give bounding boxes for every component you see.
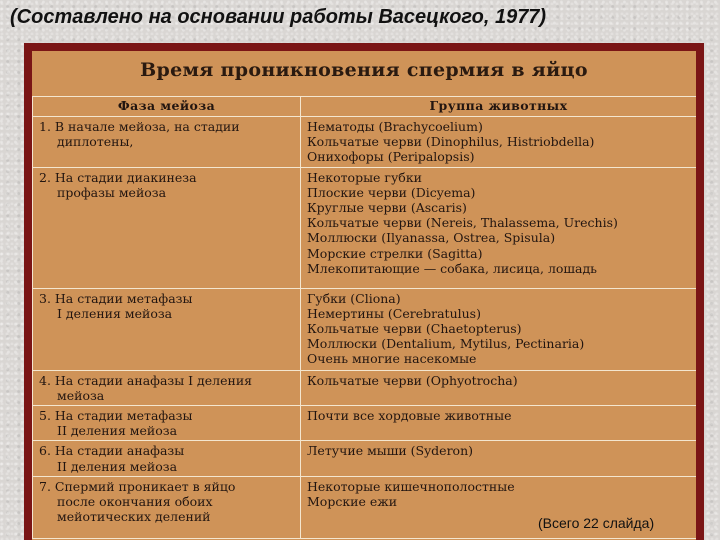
phase-cell <box>33 441 301 476</box>
group-cell <box>301 370 697 405</box>
group-cell <box>301 441 697 476</box>
phase-text: 4. На стадии анафазы I деления <box>39 372 253 388</box>
phase-text: мейотических делений <box>57 509 211 525</box>
table-row <box>33 441 697 476</box>
group-text: Плоские черви (Dicyema) <box>307 184 476 200</box>
group-text: Круглые черви (Ascaris) <box>307 200 467 216</box>
phase-text: 2. На стадии диакинеза <box>39 169 197 185</box>
phase-cell <box>33 406 301 441</box>
group-cell <box>301 406 697 441</box>
phase-cell <box>33 117 301 168</box>
phase-text: мейоза <box>57 387 105 403</box>
group-text: Млекопитающие — собака, лисица, лошадь <box>307 260 597 276</box>
phase-text: 3. На стадии метафазы <box>39 290 193 306</box>
phase-text: I деления мейоза <box>57 305 173 321</box>
group-text: Очень многие насекомые <box>307 351 477 367</box>
slide-title: Время проникновения спермия в яйцо <box>140 59 588 81</box>
table-row <box>33 288 697 370</box>
table-row <box>33 370 697 405</box>
group-text: Губки (Cliona) <box>307 290 401 306</box>
table-header-row <box>33 97 697 117</box>
group-text: Кольчатые черви (Dinophilus, Histriobdella) <box>307 134 595 150</box>
column-header-phase: Фаза мейоза <box>33 97 301 117</box>
group-text: Моллюски (Dentalium, Mytilus, Pectinaria) <box>307 336 585 352</box>
phase-text: после окончания обоих <box>57 494 213 510</box>
slide-count-note: (Всего 22 слайда) <box>538 515 655 531</box>
phase-text: II деления мейоза <box>57 423 178 439</box>
source-caption: (Составлено на основании работы Васецкого, 1977) <box>10 6 547 28</box>
column-header-group: Группа животных <box>301 97 697 117</box>
group-text: Почти все хордовые животные <box>307 408 512 424</box>
meiosis-table <box>32 96 696 539</box>
phase-cell <box>33 288 301 370</box>
phase-text: 6. На стадии анафазы <box>39 443 185 459</box>
group-text: Летучие мыши (Syderon) <box>307 443 473 459</box>
table-row <box>33 406 697 441</box>
group-cell <box>301 288 697 370</box>
group-text: Некоторые кишечнополостные <box>307 478 515 494</box>
phase-text: II деления мейоза <box>57 458 178 474</box>
group-text: Кольчатые черви (Chaetopterus) <box>307 321 522 337</box>
table-row <box>33 167 697 288</box>
group-text: Моллюски (Ilyanassa, Ostrea, Spisula) <box>307 230 556 246</box>
phase-text: 5. На стадии метафазы <box>39 408 193 424</box>
phase-cell <box>33 370 301 405</box>
slide-panel <box>32 51 696 540</box>
table-row <box>33 117 697 168</box>
group-text: Кольчатые черви (Nereis, Thalassema, Urechis) <box>307 215 618 231</box>
group-text: Немертины (Cerebratulus) <box>307 305 481 321</box>
group-text: Морские стрелки (Sagitta) <box>307 245 483 261</box>
phase-text: профазы мейоза <box>57 184 167 200</box>
group-cell <box>301 117 697 168</box>
phase-cell <box>33 476 301 538</box>
phase-text: 1. В начале мейоза, на стадии <box>39 119 240 134</box>
group-text: Морские ежи <box>307 494 398 510</box>
group-text: Нематоды (Brachycoelium) <box>307 119 483 134</box>
group-text: Некоторые губки <box>307 169 422 185</box>
phase-text: диплотены, <box>57 134 134 150</box>
phase-cell <box>33 167 301 288</box>
group-text: Кольчатые черви (Ophyotrocha) <box>307 372 518 388</box>
group-cell <box>301 167 697 288</box>
phase-text: 7. Спермий проникает в яйцо <box>39 478 236 494</box>
group-text: Онихофоры (Peripalopsis) <box>307 149 475 165</box>
